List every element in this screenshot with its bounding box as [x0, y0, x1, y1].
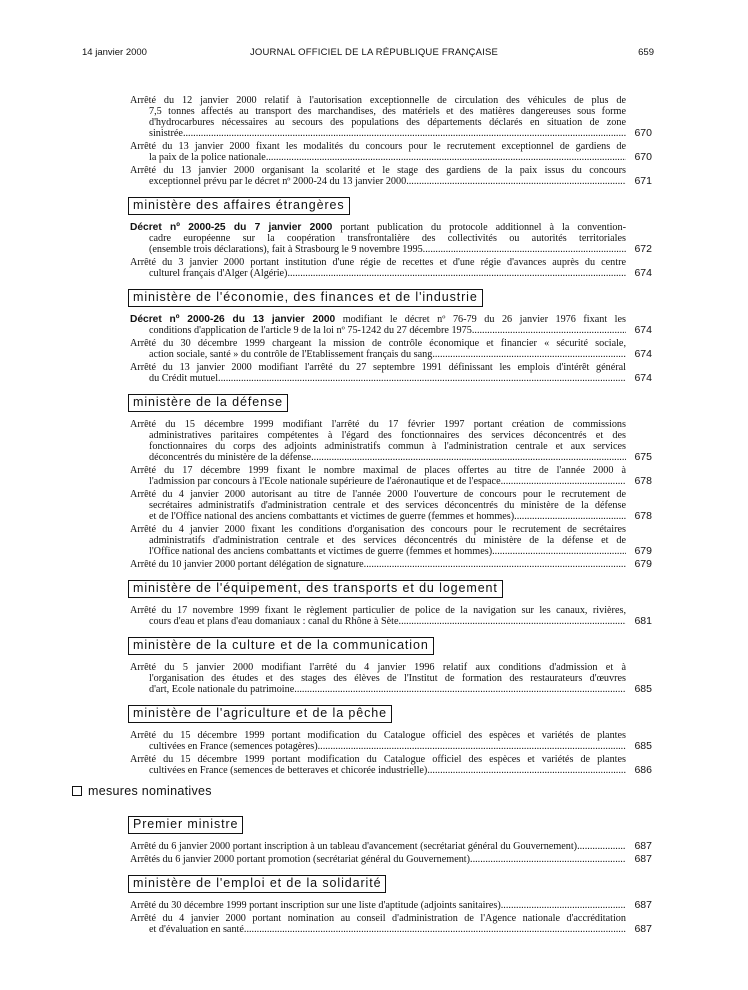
entry-line	[130, 511, 626, 522]
ministry-heading-row	[130, 281, 652, 314]
entry-line-text: Arrêté du 15 décembre 1999 portant modification du Catalogue officiel des espèces et variétés de plantes	[130, 754, 626, 765]
entry-line	[130, 741, 626, 752]
entry-line	[130, 325, 626, 336]
entry-line	[130, 913, 626, 924]
entry-line	[130, 684, 626, 695]
dot-leader	[318, 741, 626, 752]
entry-line-text: et d'évaluation en santé	[149, 924, 244, 935]
entry-line	[130, 141, 626, 152]
entry-line	[130, 349, 626, 360]
page-reference: 678	[634, 475, 652, 487]
ministry-heading: ministère des affaires étrangères	[128, 197, 350, 215]
dot-leader	[218, 373, 626, 384]
entry-line-text: action sociale, santé » du contrôle de l'Etablissement français du sang	[149, 349, 433, 360]
entry-line	[130, 500, 626, 511]
entry-line	[130, 338, 626, 349]
ministry-heading: ministère de l'équipement, des transports et du logement	[128, 580, 503, 598]
entry-line-text: du Crédit mutuel	[149, 373, 219, 384]
entry-line-text: cadre européenne sur la coopération transfrontalière des collectivités ou autorités territoriales	[149, 233, 626, 244]
toc-entry	[130, 913, 652, 935]
toc-entry	[130, 754, 652, 776]
entry-line-text: 7,5 tonnes affectés au transport des marchandises, des matériels et des matières dangereuses sous forme	[149, 106, 626, 117]
entry-line-text: exceptionnel prévu par le décret nº 2000-24 du 13 janvier 2000	[149, 176, 407, 187]
entry-line-text: Arrêté du 13 janvier 2000 modifiant l'arrêté du 27 septembre 1991 définissant les emplois d'intérêt général	[130, 362, 626, 373]
entry-line-text: Arrêté du 5 janvier 2000 modifiant l'arrêté du 4 janvier 1996 relatif aux conditions d'admission et à	[130, 662, 626, 673]
ministry-heading-row	[130, 697, 652, 730]
page-reference: 687	[634, 923, 652, 935]
dot-leader	[514, 511, 626, 522]
entry-line-text: Arrêté du 4 janvier 2000 portant nomination au conseil d'administration de l'Agence nationale d'accréditation	[130, 913, 626, 924]
entry-line-text: d'hydrocarbures nécessaires au secours des populations des départements déclarés en situation de zone	[149, 117, 626, 128]
entry-line	[130, 605, 626, 616]
entry-line-text: conditions d'application de l'article 9 de la loi nº 75-1242 du 27 décembre 1975	[149, 325, 472, 336]
dot-leader	[423, 244, 626, 255]
page-reference: 681	[634, 615, 652, 627]
entry-line-text: déconcentrés du ministère de la défense	[149, 452, 312, 463]
entry-line	[130, 662, 626, 673]
dot-leader	[501, 476, 626, 487]
page-reference: 685	[634, 740, 652, 752]
entry-line-text: sinistrée	[149, 128, 183, 139]
entry-line-text: Arrêté du 12 janvier 2000 relatif à l'autorisation exceptionnelle de circulation des véhicules de plus de	[130, 95, 626, 106]
page-reference: 670	[634, 127, 652, 139]
page-reference: 679	[634, 545, 652, 557]
entry-line-text: Arrêté du 3 janvier 2000 portant institution d'une régie de recettes et d'une régie d'avances auprès du centre	[130, 257, 626, 268]
entry-line-text: Arrêté du 6 janvier 2000 portant inscription à un tableau d'avancement (secrétariat général du Gouvernement)	[130, 841, 578, 852]
toc-entry	[130, 465, 652, 487]
entry-line	[130, 730, 626, 741]
ministry-heading-row	[130, 867, 652, 900]
entry-line	[130, 373, 626, 384]
entry-line	[130, 900, 626, 911]
entry-line	[130, 854, 626, 865]
entry-line	[130, 924, 626, 935]
entry-line-text: et de l'Office national des anciens combattants et victimes de guerre (femmes et hommes)	[149, 511, 515, 522]
toc-entry	[130, 605, 652, 627]
toc-entry	[130, 854, 652, 865]
entry-line	[130, 128, 626, 139]
entry-line-text: (ensemble trois déclarations), fait à Strasbourg le 9 novembre 1995	[149, 244, 423, 255]
dot-leader	[406, 176, 626, 187]
entry-line-text: Arrêté du 15 décembre 1999 portant modification du Catalogue officiel des espèces et variétés de plantes	[130, 730, 626, 741]
entry-line-text: d'art, Ecole nationale du patrimoine	[149, 684, 295, 695]
dot-leader	[294, 684, 626, 695]
entry-line-text: l'admission par concours à l'Ecole nationale supérieure de l'aéronautique et de l'espace	[149, 476, 501, 487]
dot-leader	[427, 765, 626, 776]
dot-leader	[472, 325, 626, 336]
entry-line-text: administratifs d'administration centrale et des services déconcentrés du ministère de la défense et de	[149, 535, 626, 546]
header-date: 14 janvier 2000	[82, 47, 147, 58]
entry-line	[130, 559, 626, 570]
entry-line-text: Arrêté du 13 janvier 2000 fixant les modalités du concours pour le recrutement exceptionnel de gardiens de	[130, 141, 626, 152]
entry-line	[130, 257, 626, 268]
page-reference: 687	[634, 853, 652, 865]
entry-line-text: Arrêté du 17 décembre 1999 fixant le nombre maximal de places offertes au titre de l'année 2000 à	[130, 465, 626, 476]
entry-line-text: cultivées en France (semences de betteraves et chicorée industrielle)	[149, 765, 428, 776]
decree-title: Décret nº 2000-26 du 13 janvier 2000	[130, 314, 336, 325]
ministry-heading: ministère de l'agriculture et de la pêche	[128, 705, 392, 723]
dot-leader	[287, 268, 626, 279]
entry-line	[130, 452, 626, 463]
entry-line-text: portant publication du protocole additionnel à la convention-	[332, 222, 626, 233]
page-reference: 686	[634, 764, 652, 776]
entry-line	[130, 268, 626, 279]
entry-line	[130, 165, 626, 176]
entry-line	[130, 673, 626, 684]
entry-line-text: modifiant le décret nº 76-79 du 26 janvier 1976 fixant les	[335, 314, 626, 325]
entry-line	[130, 95, 626, 106]
entry-line	[130, 244, 626, 255]
entry-line	[130, 106, 626, 117]
entry-line	[130, 616, 626, 627]
entry-line	[130, 419, 626, 430]
entry-line	[130, 314, 626, 325]
toc-entry	[130, 730, 652, 752]
page-reference: 674	[634, 372, 652, 384]
dot-leader	[364, 559, 626, 570]
checkbox-square-icon	[72, 786, 82, 796]
entry-line-text: Arrêté du 4 janvier 2000 autorisant au titre de l'année 2000 l'ouverture de concours pour le recrutement de	[130, 489, 626, 500]
entry-line-text: Arrêté du 15 décembre 1999 modifiant l'arrêté du 17 février 1997 portant création de commissions	[130, 419, 626, 430]
ministry-heading-row	[130, 189, 652, 222]
toc-entry	[130, 362, 652, 384]
ministry-heading-row	[130, 629, 652, 662]
entry-line	[130, 152, 626, 163]
entry-line	[130, 754, 626, 765]
dot-leader	[492, 546, 626, 557]
ministry-heading: Premier ministre	[128, 816, 243, 834]
toc-entry	[130, 165, 652, 187]
page-reference: 678	[634, 510, 652, 522]
entry-line	[130, 535, 626, 546]
toc-entry	[130, 841, 652, 852]
ministry-heading-row	[130, 808, 652, 841]
toc-entry	[130, 95, 652, 139]
toc-entry	[130, 900, 652, 911]
toc-entry	[130, 338, 652, 360]
page-reference: 675	[634, 451, 652, 463]
section-heading-label: mesures nominatives	[88, 784, 212, 798]
page-reference: 679	[634, 558, 652, 570]
toc-entry	[130, 257, 652, 279]
entry-line-text: Arrêté du 30 décembre 1999 chargeant la mission de contrôle économique et financier « sécurité sociale,	[130, 338, 626, 349]
entry-line	[130, 489, 626, 500]
toc-entry	[130, 141, 652, 163]
toc-entry	[130, 222, 652, 255]
entry-line-text: Arrêté du 17 novembre 1999 fixant le règlement particulier de police de la navigation sur les canaux, rivières,	[130, 605, 626, 616]
entry-line	[130, 176, 626, 187]
entry-line-text: cours d'eau et plans d'eau domaniaux : canal du Rhône à Sète	[149, 616, 399, 627]
dot-leader	[244, 924, 626, 935]
entry-line-text: l'Office national des anciens combattants et victimes de guerre (femmes et hommes)	[149, 546, 493, 557]
ministry-heading-row	[130, 572, 652, 605]
toc-entry	[130, 489, 652, 522]
toc-entry	[130, 419, 652, 463]
header-page-number: 659	[638, 47, 654, 58]
entry-line	[130, 117, 626, 128]
section-heading	[72, 784, 652, 799]
dot-leader	[183, 128, 626, 139]
entry-line	[130, 476, 626, 487]
dot-leader	[399, 616, 626, 627]
header-journal-title: JOURNAL OFFICIEL DE LA RÉPUBLIQUE FRANÇAISE	[249, 47, 499, 58]
decree-title: Décret nº 2000-25 du 7 janvier 2000	[130, 222, 333, 233]
entry-line	[130, 765, 626, 776]
entry-line-text: administratives paritaires compétentes à l'égard des fonctionnaires des services déconcentrés et des	[149, 430, 626, 441]
toc-entry	[130, 314, 652, 336]
entry-line	[130, 430, 626, 441]
entry-line-text: Arrêté du 4 janvier 2000 fixant les conditions d'organisation des concours pour le recrutement de secrétaires	[130, 524, 626, 535]
entry-line	[130, 524, 626, 535]
page-reference: 674	[634, 324, 652, 336]
entry-line-text: secrétaires administratifs d'administration centrale et des services déconcentrés du ministère de la défense	[149, 500, 626, 511]
page-reference: 685	[634, 683, 652, 695]
toc-entry	[130, 662, 652, 695]
dot-leader	[501, 900, 626, 911]
dot-leader	[266, 152, 626, 163]
entry-line	[130, 465, 626, 476]
table-of-contents	[88, 95, 652, 937]
ministry-heading: ministère de la défense	[128, 394, 288, 412]
dot-leader	[432, 349, 626, 360]
entry-line-text: la paix de la police nationale	[149, 152, 266, 163]
entry-line	[130, 222, 626, 233]
entry-line-text: Arrêté du 30 décembre 1999 portant inscription sur une liste d'aptitude (adjoints sanitaires)	[130, 900, 501, 911]
page-reference: 671	[634, 175, 652, 187]
entry-line	[130, 441, 626, 452]
entry-line-text: Arrêté du 10 janvier 2000 portant délégation de signature	[130, 559, 364, 570]
page-reference: 674	[634, 348, 652, 360]
entry-line	[130, 362, 626, 373]
entry-line-text: fonctionnaires du corps des adjoints administratifs commun à l'administration centrale et aux services	[149, 441, 626, 452]
page-reference: 674	[634, 267, 652, 279]
entry-line	[130, 233, 626, 244]
page-reference: 687	[634, 899, 652, 911]
ministry-heading: ministère de l'économie, des finances et de l'industrie	[128, 289, 483, 307]
ministry-heading: ministère de l'emploi et de la solidarité	[128, 875, 386, 893]
dot-leader	[470, 854, 626, 865]
entry-line-text: cultivées en France (semences potagères)	[149, 741, 318, 752]
toc-entry	[130, 559, 652, 570]
entry-line	[130, 841, 626, 852]
page-reference: 687	[634, 840, 652, 852]
ministry-heading: ministère de la culture et de la communication	[128, 637, 434, 655]
ministry-heading-row	[130, 386, 652, 419]
entry-line-text: l'organisation des études et des stages des élèves de l'Institut de formation des restaurateurs d'œuvres	[149, 673, 626, 684]
entry-line	[130, 546, 626, 557]
page-reference: 672	[634, 243, 652, 255]
page-reference: 670	[634, 151, 652, 163]
entry-line-text: culturel français d'Alger (Algérie)	[149, 268, 288, 279]
dot-leader	[311, 452, 626, 463]
toc-entry	[130, 524, 652, 557]
entry-line-text: Arrêté du 13 janvier 2000 organisant la scolarité et le stage des gardiens de la paix issus du concours	[130, 165, 626, 176]
dot-leader	[577, 841, 626, 852]
entry-line-text: Arrêtés du 6 janvier 2000 portant promotion (secrétariat général du Gouvernement)	[130, 854, 471, 865]
